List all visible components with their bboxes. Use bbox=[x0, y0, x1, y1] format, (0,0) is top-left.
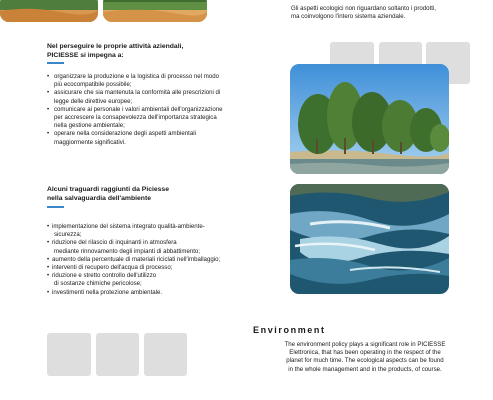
list-item-line: investimenti nella protezione ambientale. bbox=[52, 288, 163, 296]
trees-river-photo bbox=[290, 64, 449, 174]
list-item-line: implementazione del sistema integrato qualità-ambiente- bbox=[52, 223, 205, 230]
placeholder-box bbox=[47, 333, 91, 376]
section2-title-line: nella salvaguardia dell'ambiente bbox=[47, 195, 151, 202]
list-item-line: organizzare la produzione e la logistica di processo nel modo bbox=[54, 73, 219, 80]
list-item-line: aumento della percentuale di materiali riciclati nell'imballaggio; bbox=[52, 255, 221, 263]
intro-text bbox=[291, 5, 481, 21]
section2-title-line: Alcuni traguardi raggiunti da Piciesse bbox=[47, 186, 169, 193]
environment-line: in the whole management and in the products, of course. bbox=[288, 365, 442, 373]
list-item-line: mediante rinnovamento degli impianti di abbattimento; bbox=[54, 247, 200, 255]
environment-line: The environment policy plays a significant role in PICIESSE bbox=[284, 341, 446, 348]
environment-line: planet for much time. The ecological aspects can be found bbox=[286, 357, 444, 365]
list-item bbox=[47, 239, 279, 255]
top-photo-landscape-2 bbox=[103, 0, 207, 22]
list-item-line: legge delle direttive europee; bbox=[54, 97, 133, 105]
environment-title: Environment bbox=[253, 325, 326, 335]
list-item-line: riduzione del rilascio di inquinanti in atmosfera bbox=[52, 239, 177, 247]
section1-title-line: Nel perseguire le proprie attività aziendali, bbox=[47, 43, 184, 50]
top-photo-landscape-1 bbox=[0, 0, 98, 22]
list-item-line: maggiormente significativi. bbox=[54, 138, 126, 146]
list-item bbox=[47, 272, 279, 288]
intro-line: ma coinvolgono l'intero sistema aziendale. bbox=[291, 13, 406, 21]
list-item bbox=[47, 223, 279, 239]
list-item-line: nella gestione ambientale; bbox=[54, 122, 125, 130]
environment-text bbox=[253, 341, 477, 374]
section2-rule bbox=[47, 206, 64, 208]
list-item bbox=[47, 264, 279, 272]
section1-title bbox=[47, 42, 277, 60]
environment-line: Elettronica, that has been operating in the respect of the bbox=[289, 349, 441, 357]
list-item-line: più ecocompatibile possibile; bbox=[54, 81, 132, 89]
list-item bbox=[47, 89, 279, 105]
list-item-line: per accrescere la consapevolezza dell'importanza strategica bbox=[54, 114, 217, 122]
placeholder-box bbox=[144, 333, 187, 376]
list-item-line: comunicare ai personale i valori ambientali dell'organizzazione bbox=[54, 105, 223, 113]
list-item-line: interventi di recupero dell'acqua di processo; bbox=[52, 264, 173, 272]
water-rapids-photo bbox=[290, 184, 449, 294]
section2-title bbox=[47, 185, 277, 203]
list-item bbox=[47, 130, 279, 146]
list-item-line: riduzione e stretto controllo dell'utilizzo bbox=[52, 272, 157, 280]
list-item-line: operare nella considerazione degli aspetti ambientali bbox=[54, 130, 196, 138]
list-item bbox=[47, 289, 279, 297]
placeholder-box bbox=[96, 333, 139, 376]
list-item bbox=[47, 256, 279, 264]
section2-list bbox=[47, 223, 279, 297]
list-item bbox=[47, 106, 279, 131]
intro-line: Gli aspetti ecologici non riguardano soltanto i prodotti, bbox=[291, 5, 436, 12]
section1-rule bbox=[47, 62, 64, 64]
section1-title-line: PICIESSE si impegna a: bbox=[47, 52, 124, 59]
list-item-line: sicurezza; bbox=[54, 231, 82, 239]
list-item-line: di sostanze chimiche pericolose; bbox=[54, 280, 142, 288]
list-item bbox=[47, 73, 279, 89]
section1-list bbox=[47, 73, 279, 147]
list-item-line: assicurare che sia mantenuta la conformità alle prescrizioni di bbox=[54, 89, 221, 97]
